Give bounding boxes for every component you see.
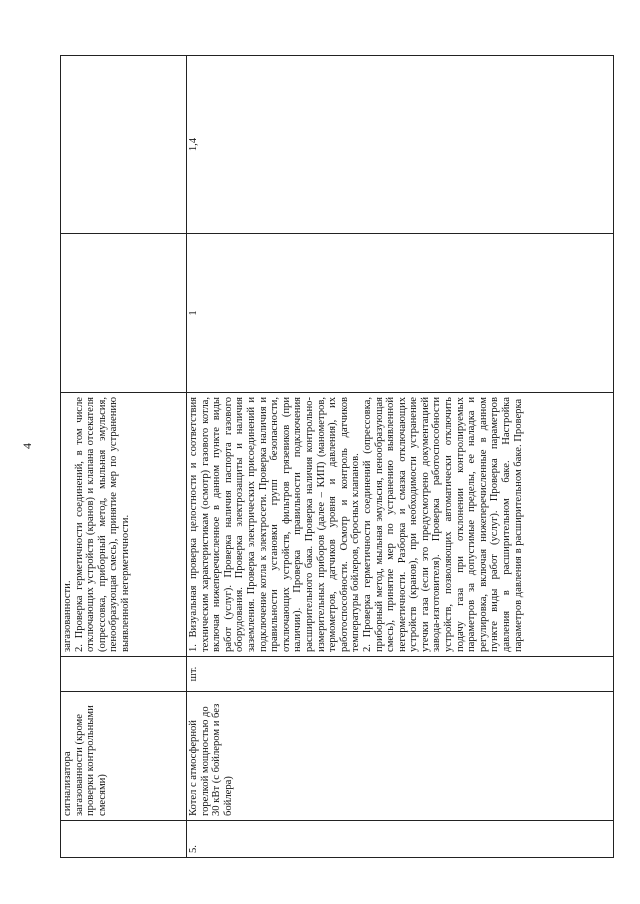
unit-cell bbox=[61, 657, 187, 692]
note-cell bbox=[61, 56, 187, 234]
item-number-cell: 5. bbox=[187, 821, 614, 858]
periodicity-cell: 1 bbox=[187, 234, 614, 393]
note-cell: 1,4 bbox=[187, 56, 614, 234]
work-paragraph: загазованности. bbox=[62, 580, 73, 652]
periodicity-cell bbox=[61, 234, 187, 393]
maintenance-works-table bbox=[60, 55, 614, 858]
work-paragraph: 2. Проверка герметичности соединений (опрессовка, приборный метод, мыльная эмульсия, пенообразующая смесь), принятие мер по устранению выявленной негерметичности. Разборка и смазка отключающих устройств (кранов), при необходимости устранение утечки газа (если это предусмотрено документацией завода-изготовителя). Проверка работоспособности устройств, позволяющих автоматически отключить подачу газа при отклонении контролируемых параметров за допустимые пределы, ее наладка и регулировка, включая нижеперечисленные в данном пункте виды работ (услуг). Проверка параметров давления в расширительном баке. Настройка параметров давления в расширительном баке. Проверка bbox=[361, 397, 524, 652]
equipment-name-cell: Котел с атмосферной горелкой мощностью до 30 кВт (с бойлером и без бойлера) bbox=[187, 692, 614, 821]
equipment-name-cell: сигнализатора загазованности (кроме проверки контрольными смесями) bbox=[61, 692, 187, 821]
work-description-cell bbox=[187, 393, 614, 657]
work-description-cell bbox=[61, 393, 187, 657]
work-paragraph: 1. Визуальная проверка целостности и соответствия техническим характеристикам (осмотр) газового котла, включая нижеперечисленное в данном пункте виды работ (услуг). Проверка наличия паспорта газового оборудования. Проверка электрозащиты и наличия заземления. Проверка электрических присоединений и подключение котла к электросети. Проверка наличия и правильности установки групп безопасности, отключающих устройств, фильтров грязевиков (при наличии). Проверка правильности подключения расширительного бака. Проверка наличия контрольно-измерительных приборов (далее – КИП) (манометров, термометров, датчиков уровня и давления), их работоспособности. Осмотр и контроль датчиков температуры бойлеров, сбросных клапанов. bbox=[188, 397, 362, 652]
work-paragraph: 2. Проверка герметичности соединений, в том числе отключающих устройств (кранов) и клапана отсекателя (опрессовка, приборный метод, мыльная эмульсия, пенообразующая смесь), принятие мер по устранению выявленной негерметичности. bbox=[73, 397, 131, 652]
item-number-cell bbox=[61, 821, 187, 858]
page-number: 4 bbox=[20, 443, 34, 449]
table-row bbox=[61, 56, 187, 858]
unit-cell: шт. bbox=[187, 657, 614, 692]
table-row bbox=[187, 56, 614, 858]
rotated-table-container bbox=[60, 55, 613, 858]
